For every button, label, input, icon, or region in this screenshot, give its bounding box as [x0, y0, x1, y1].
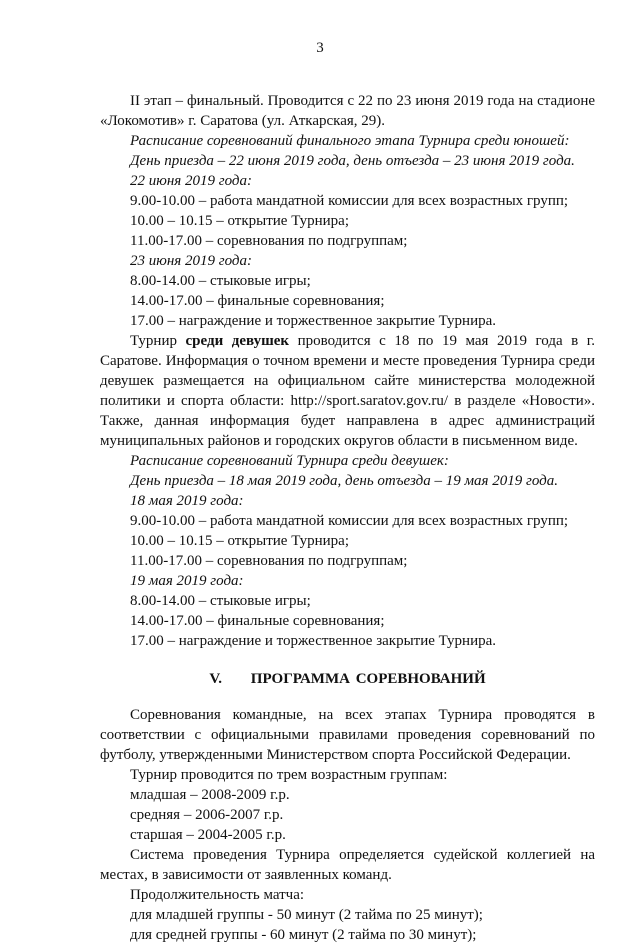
- stage2-paragraph: II этап – финальный. Проводится с 22 по 23 июня 2019 года на стадионе «Локомотив» г. Саратова (ул. Аткарская, 29).: [100, 93, 595, 129]
- schedule-item: 9.00-10.00 – работа мандатной комиссии для всех возрастных групп;: [130, 513, 569, 529]
- schedule-item: 11.00-17.00 – соревнования по подгруппам;: [130, 553, 408, 569]
- girls-intro-pre: Турнир: [130, 333, 186, 349]
- section-heading: [100, 669, 595, 689]
- boys-arrival-line: День приезда – 22 июня 2019 года, день отъезда – 23 июня 2019 года.: [130, 153, 575, 169]
- girls-day2-label: 19 мая 2019 года:: [130, 573, 244, 589]
- document-body: [100, 91, 595, 945]
- girls-schedule-title: Расписание соревнований Турнира среди девушек:: [130, 453, 449, 469]
- girls-arrival-line: День приезда – 18 мая 2019 года, день отъезда – 19 мая 2019 года.: [130, 473, 559, 489]
- section-number: V.: [209, 671, 223, 687]
- boys-day1-label: 22 июня 2019 года:: [130, 173, 252, 189]
- girls-intro-post: проводится с 18 по 19 мая 2019 года в г. Саратове. Информация о точном времени и месте проведения Турнира среди девушек размещается на официальном сайте министерства молодежной политики и спорта области: http://sport.saratov.gov.ru/ в разделе «Новости». Также, данная информация будет направлена в адрес администраций муниципальных районов и городских округов области в письменном виде.: [100, 333, 595, 449]
- schedule-item: 11.00-17.00 – соревнования по подгруппам;: [130, 233, 408, 249]
- schedule-item: 9.00-10.00 – работа мандатной комиссии для всех возрастных групп;: [130, 193, 569, 209]
- duration-item: для средней группы - 60 минут (2 тайма по 30 минут);: [130, 927, 477, 943]
- boys-day2-label: 23 июня 2019 года:: [130, 253, 252, 269]
- age-group-item: старшая – 2004-2005 г.р.: [130, 827, 286, 843]
- duration-item: для младшей группы - 50 минут (2 тайма по 25 минут);: [130, 907, 483, 923]
- schedule-item: 10.00 – 10.15 – открытие Турнира;: [130, 213, 350, 229]
- schedule-item: 8.00-14.00 – стыковые игры;: [130, 273, 311, 289]
- girls-day1-label: 18 мая 2019 года:: [130, 493, 244, 509]
- schedule-item: 14.00-17.00 – финальные соревнования;: [130, 613, 385, 629]
- schedule-item: 17.00 – награждение и торжественное закрытие Турнира.: [130, 313, 497, 329]
- page-number: 3: [316, 40, 324, 56]
- girls-intro-paragraph: [100, 331, 595, 451]
- schedule-item: 8.00-14.00 – стыковые игры;: [130, 593, 311, 609]
- rules-paragraph: Соревнования командные, на всех этапах Турнира проводятся в соответствии с официальными правилами проведения соревнований по футболу, утвержденными Министерством спорта Российской Федерации.: [100, 707, 595, 763]
- age-group-item: младшая – 2008-2009 г.р.: [130, 787, 290, 803]
- boys-schedule-title: Расписание соревнований финального этапа Турнира среди юношей:: [130, 133, 570, 149]
- section-title: ПРОГРАММА СОРЕВНОВАНИЙ: [250, 671, 486, 687]
- system-paragraph: Система проведения Турнира определяется судейской коллегией на местах, в зависимости от заявленных команд.: [100, 847, 595, 883]
- schedule-item: 10.00 – 10.15 – открытие Турнира;: [130, 533, 350, 549]
- age-group-item: средняя – 2006-2007 г.р.: [130, 807, 284, 823]
- match-duration-intro: Продолжительность матча:: [130, 887, 305, 903]
- schedule-item: 14.00-17.00 – финальные соревнования;: [130, 293, 385, 309]
- age-groups-intro: Турнир проводится по трем возрастным группам:: [130, 767, 448, 783]
- schedule-item: 17.00 – награждение и торжественное закрытие Турнира.: [130, 633, 497, 649]
- girls-intro-bold: среди девушек: [185, 333, 290, 349]
